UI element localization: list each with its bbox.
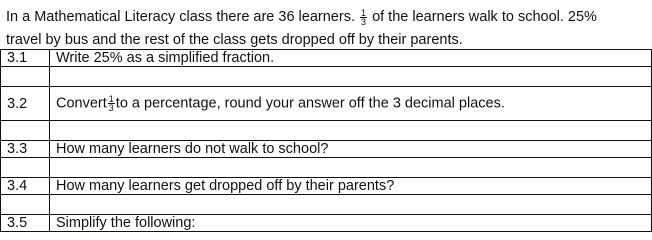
answer-number-cell [1, 195, 50, 215]
fraction-numerator: 1 [108, 94, 114, 104]
intro-text-end: of the learners walk to school. 25% [372, 9, 597, 25]
answer-number-cell [1, 121, 50, 141]
fraction-one-third [108, 95, 115, 112]
answer-cell[interactable] [50, 195, 652, 215]
answer-cell[interactable] [50, 67, 652, 87]
question-number: 3.4 [1, 178, 50, 195]
question-text-end: to a percentage, round your answer off the 3 decimal places. [115, 95, 505, 112]
question-text: How many learners get dropped off by their parents? [50, 178, 652, 195]
question-row [1, 178, 652, 195]
fraction-one-third [360, 9, 367, 26]
fraction-numerator: 1 [361, 7, 367, 18]
answer-number-cell [1, 158, 50, 178]
answer-row [1, 195, 652, 215]
question-row [1, 215, 652, 232]
question-number: 3.1 [1, 50, 50, 67]
fraction-denominator: 3 [108, 103, 114, 113]
intro-text-start: In a Mathematical Literacy class there are 36 learners. [6, 9, 355, 25]
answer-row [1, 158, 652, 178]
question-text: How many learners do not walk to school? [50, 141, 652, 158]
question-text-start: Convert [56, 95, 107, 112]
answer-row [1, 121, 652, 141]
answer-cell[interactable] [50, 158, 652, 178]
question-row [1, 87, 652, 121]
question-text: Write 25% as a simplified fraction. [50, 50, 652, 67]
question-row [1, 141, 652, 158]
answer-cell[interactable] [50, 121, 652, 141]
fraction-denominator: 3 [361, 16, 367, 27]
question-row [1, 50, 652, 67]
questions-table [0, 49, 652, 232]
answer-number-cell [1, 67, 50, 87]
answer-row [1, 67, 652, 87]
intro-line-2: travel by bus and the rest of the class gets dropped off by their parents. [6, 32, 463, 48]
intro-line-1 [6, 8, 597, 26]
question-number: 3.3 [1, 141, 50, 158]
question-number: 3.5 [1, 215, 50, 232]
question-text [50, 87, 652, 121]
question-number: 3.2 [1, 87, 50, 121]
question-text: Simplify the following: [50, 215, 652, 232]
